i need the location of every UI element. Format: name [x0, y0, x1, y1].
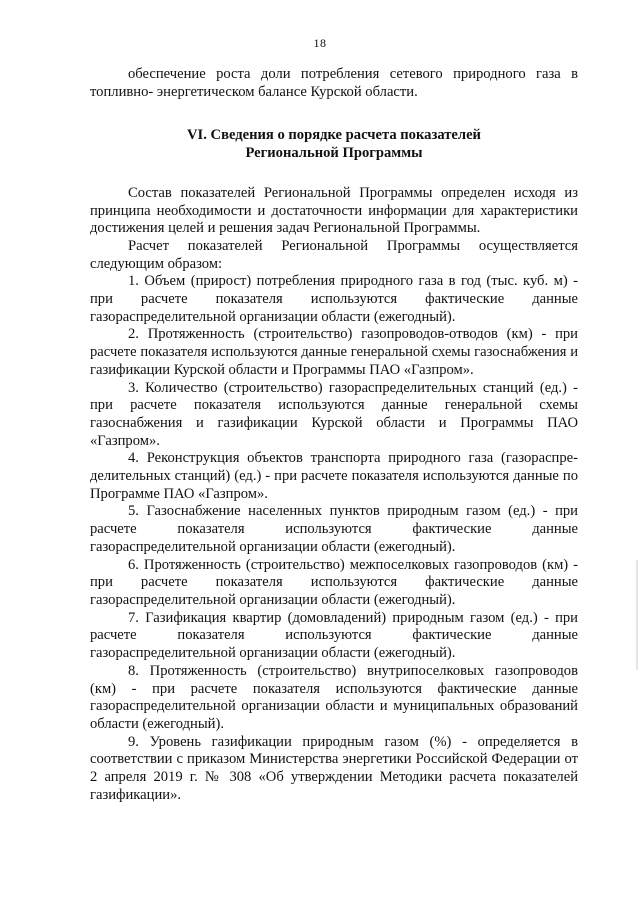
paragraph-item-9: 9. Уровень газификации природным газом (%) - определяется в соответствии с приказом Министерства энергетики Российской Федерации от 2 апреля 2019 г. № 308 «Об утверждении Методики расчета показателей газификации». [90, 733, 578, 803]
paragraph-item-1: 1. Объем (прирост) потребления природного газа в год (тыс. куб. м) - при расчете показателя используются фактические данные газораспределительной организации области (ежегодный). [90, 273, 578, 325]
paragraph-item-2: 2. Протяженность (строительство) газопроводов-отводов (км) - при расчете показателя используются данные генеральной схемы газоснабжения и газификации Курской области и Программы ПАО «Газпром». [90, 326, 578, 378]
document-body [90, 66, 578, 804]
section-title-line-2: Региональной Программы [245, 145, 423, 162]
paragraph-item-5: 5. Газоснабжение населенных пунктов природным газом (ед.) - при расчете показателя используются фактические данные газораспределительной организации области (ежегодный). [90, 503, 578, 555]
page-number: 18 [313, 36, 327, 50]
paragraph-composition: Состав показателей Региональной Программы определен исходя из принципа необходимости и достаточности информации для характеристики достижения целей и решения задач Региональной Программы. [90, 184, 578, 237]
paragraph-item-4: 4. Реконструкция объектов транспорта природного газа (газораспре-делительных станций) (ед.) - при расчете показателя используются данные по Программе ПАО «Газпром». [90, 450, 578, 502]
paragraph-item-8: 8. Протяженность (строительство) внутрипоселковых газопроводов (км) - при расчете показателя используются фактические данные газораспределительной организации области и муниципальных образований области (ежегодный). [90, 662, 578, 732]
paragraph-calculation-intro: Расчет показателей Региональной Программы осуществляется следующим образом: [90, 237, 578, 272]
paragraph-item-6: 6. Протяженность (строительство) межпоселковых газопроводов (км) - при расчете показателя используются фактические данные газораспределительной организации области (ежегодный). [90, 556, 578, 608]
section-heading [90, 127, 578, 162]
paragraph-item-7: 7. Газификация квартир (домовладений) природным газом (ед.) - при расчете показателя используются фактические данные газораспределительной организации области (ежегодный). [90, 609, 578, 662]
section-title-line-1: VI. Сведения о порядке расчета показателей [187, 127, 481, 144]
intro-paragraph: обеспечение роста доли потребления сетевого природного газа в топливно- энергетическом балансе Курской области. [90, 66, 578, 100]
scan-edge-mark [636, 560, 638, 670]
paragraph-item-3: 3. Количество (строительство) газораспределительных станций (ед.) - при расчете показателя используются данные генеральной схемы газоснабжения и газификации Курской области и Программы ПАО «Газпром». [90, 379, 578, 449]
